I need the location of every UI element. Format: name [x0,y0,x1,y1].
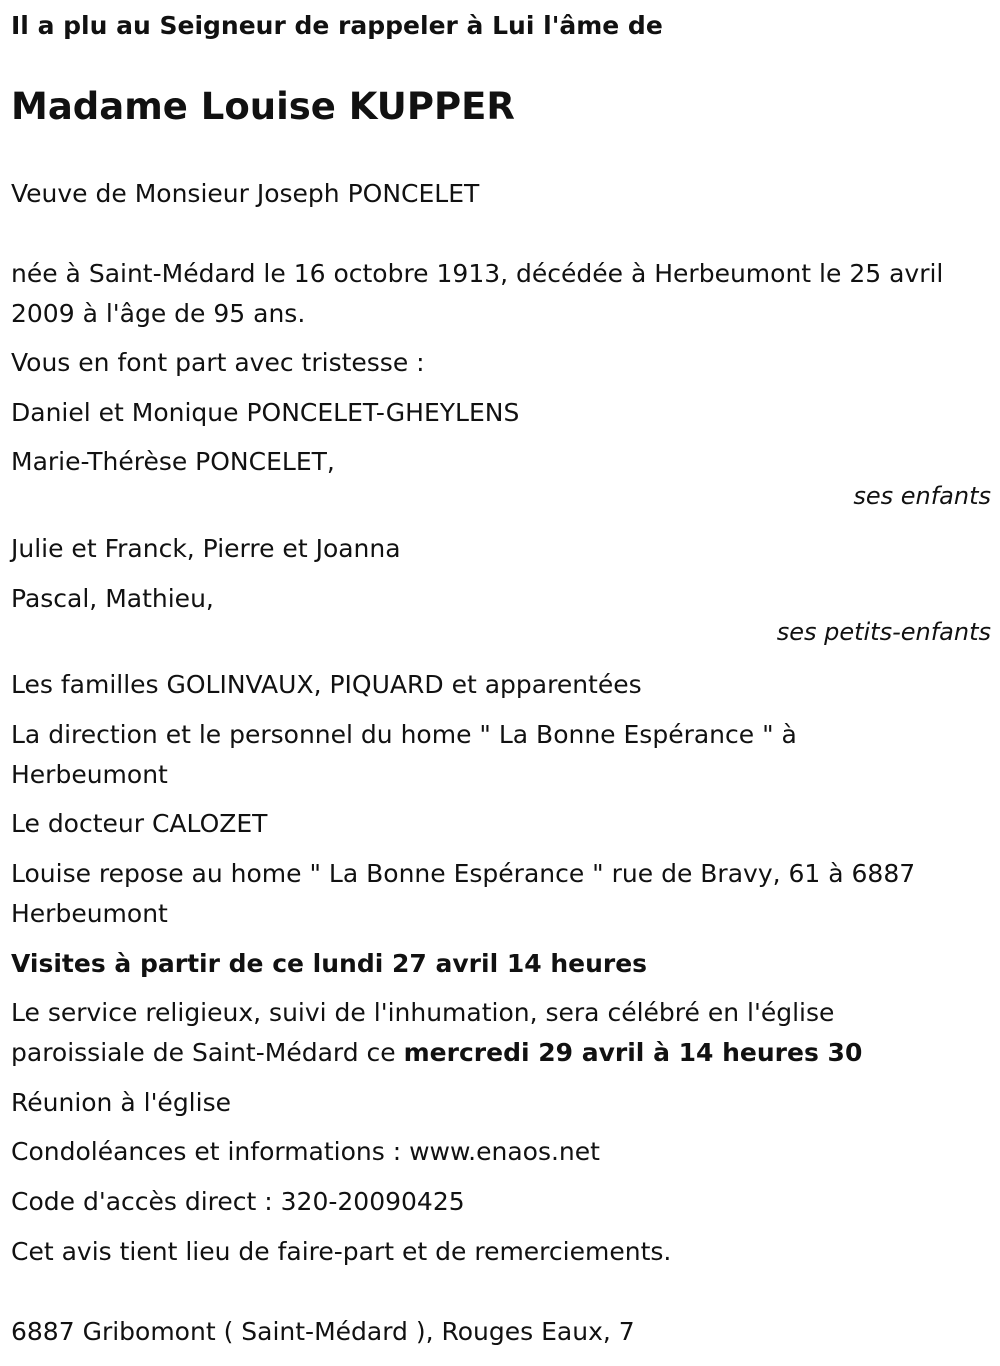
families-text: Les familles GOLINVAUX, PIQUARD et apparentées [11,670,642,699]
direction-line-2: Herbeumont [11,760,168,789]
repose-line-2: Herbeumont [11,899,168,928]
grandchild-line: Julie et Franck, Pierre et Joanna [11,534,401,563]
birth-death-line-2: 2009 à l'âge de 95 ans. [11,299,306,328]
announce-text: Vous en font part avec tristesse : [11,348,425,377]
repose-line-1: Louise repose au home " La Bonne Espérance " rue de Bravy, 61 à 6887 [11,859,916,888]
birth-death-line-1: née à Saint-Médard le 16 octobre 1913, décédée à Herbeumont le 25 avril [11,259,944,288]
widow-of: Veuve de Monsieur Joseph PONCELET [11,179,480,208]
grandchildren-label: ses petits-enfants [776,618,991,646]
access-code-text: Code d'accès direct : 320-20090425 [11,1187,465,1216]
notice-text: Cet avis tient lieu de faire-part et de remerciements. [11,1237,672,1266]
service-line-2 [11,1033,991,1073]
child-line: Marie-Thérèse PONCELET, [11,447,335,476]
grandchild-line: Pascal, Mathieu, [11,584,214,613]
address-text: 6887 Gribomont ( Saint-Médard ), Rouges Eaux, 7 [11,1317,635,1346]
meeting-text: Réunion à l'église [11,1088,231,1117]
direction-line-1: La direction et le personnel du home " La Bonne Espérance " à [11,720,797,749]
condolences-text: Condoléances et informations : www.enaos.net [11,1137,600,1166]
child-line: Daniel et Monique PONCELET-GHEYLENS [11,398,520,427]
visits-text: Visites à partir de ce lundi 27 avril 14 heures [11,949,648,978]
service-date: mercredi 29 avril à 14 heures 30 [403,1038,863,1067]
service-line-2-prefix: paroissiale de Saint-Médard ce [11,1038,404,1067]
service-line-1: Le service religieux, suivi de l'inhumation, sera célébré en l'église [11,998,835,1027]
deceased-name: Madame Louise KUPPER [11,85,515,128]
intro-text: Il a plu au Seigneur de rappeler à Lui l'âme de [11,11,663,40]
children-label: ses enfants [853,482,991,510]
doctor-text: Le docteur CALOZET [11,809,268,838]
